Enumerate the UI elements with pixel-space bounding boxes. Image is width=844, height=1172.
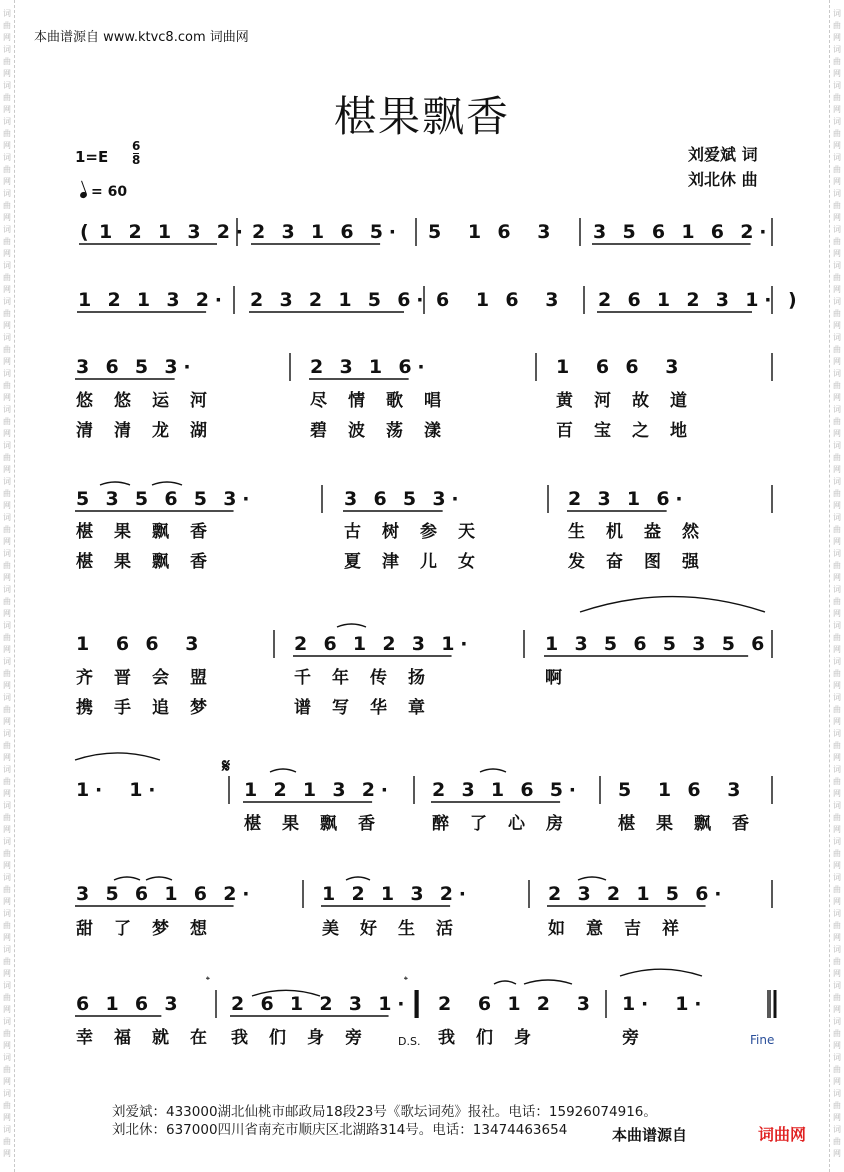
lyric-text: 发 奋 图 强 bbox=[568, 552, 699, 572]
watermark-glyph: 网 bbox=[833, 1149, 841, 1158]
watermark-glyph: 网 bbox=[833, 897, 841, 906]
lyric-text: 醉 了 心 房 bbox=[432, 814, 563, 834]
slur-arc bbox=[620, 969, 702, 976]
source-line: 本曲谱源自 www.ktvc8.com 词曲网 bbox=[34, 30, 249, 45]
watermark-glyph: 词 bbox=[3, 9, 11, 18]
watermark-glyph: 网 bbox=[3, 1041, 11, 1050]
watermark-glyph: 词 bbox=[3, 441, 11, 450]
watermark-glyph: 词 bbox=[833, 1053, 841, 1062]
note-group: 1 2 1 3 2 · bbox=[78, 289, 223, 311]
lyric-text: 椹 果 飘 香 bbox=[76, 522, 207, 542]
watermark-glyph: 曲 bbox=[833, 885, 841, 894]
slur-arc bbox=[580, 597, 765, 612]
watermark-glyph: 曲 bbox=[3, 993, 11, 1002]
watermark-glyph: 词 bbox=[3, 477, 11, 486]
watermark-glyph: 曲 bbox=[3, 525, 11, 534]
footer-logo: 词曲网 bbox=[758, 1125, 807, 1144]
watermark-glyph: 词 bbox=[3, 369, 11, 378]
lyric-text: 古 树 参 天 bbox=[344, 522, 475, 542]
watermark-glyph: 网 bbox=[3, 537, 11, 546]
slur-arc bbox=[152, 482, 182, 485]
time-signature-bottom: 8 bbox=[132, 153, 141, 167]
watermark-glyph: 词 bbox=[3, 873, 11, 882]
watermark-glyph: 词 bbox=[833, 81, 841, 90]
segno-icon: 𝄋 bbox=[222, 755, 231, 777]
watermark-glyph: 词 bbox=[833, 153, 841, 162]
watermark-glyph: 网 bbox=[3, 321, 11, 330]
watermark-glyph: 词 bbox=[3, 297, 11, 306]
lyric-text: 我 们 身 旁 bbox=[231, 1028, 362, 1048]
watermark-glyph: 曲 bbox=[833, 345, 841, 354]
watermark-glyph: 曲 bbox=[833, 165, 841, 174]
slur-arc bbox=[524, 980, 572, 984]
watermark-glyph: 词 bbox=[3, 333, 11, 342]
watermark-glyph: 曲 bbox=[3, 309, 11, 318]
watermark-glyph: 曲 bbox=[833, 525, 841, 534]
lyric-text: 清 清 龙 湖 bbox=[76, 421, 207, 441]
watermark-glyph: 网 bbox=[833, 141, 841, 150]
lyric-text: 如 意 吉 祥 bbox=[548, 919, 679, 939]
note-group: 1 6 6 3 bbox=[76, 633, 199, 655]
watermark-glyph: 网 bbox=[3, 933, 11, 942]
slur-arc bbox=[346, 877, 370, 880]
watermark-glyph: 网 bbox=[3, 1149, 11, 1158]
watermark-glyph: 词 bbox=[3, 981, 11, 990]
watermark-glyph: 曲 bbox=[833, 21, 841, 30]
note-group: 6 1 6 3 bbox=[76, 993, 178, 1015]
watermark-glyph: 曲 bbox=[3, 813, 11, 822]
watermark-glyph: 网 bbox=[833, 609, 841, 618]
watermark-glyph: 词 bbox=[3, 117, 11, 126]
watermark-glyph: 网 bbox=[833, 717, 841, 726]
watermark-glyph: 词 bbox=[3, 585, 11, 594]
watermark-glyph: 网 bbox=[833, 321, 841, 330]
watermark-glyph: 网 bbox=[3, 249, 11, 258]
watermark-glyph: 网 bbox=[3, 825, 11, 834]
watermark-glyph: 网 bbox=[833, 1041, 841, 1050]
watermark-glyph: 词 bbox=[3, 909, 11, 918]
watermark-glyph: 网 bbox=[833, 1077, 841, 1086]
watermark-glyph: 词 bbox=[833, 1125, 841, 1134]
footer-source: 本曲谱源自 bbox=[612, 1126, 688, 1144]
watermark-glyph: 曲 bbox=[833, 417, 841, 426]
watermark-glyph: 网 bbox=[833, 33, 841, 42]
watermark-glyph: 词 bbox=[3, 513, 11, 522]
watermark-glyph: 网 bbox=[833, 537, 841, 546]
watermark-glyph: 词 bbox=[833, 513, 841, 522]
note-group: 2 6 1 2 3 1 · ) bbox=[598, 289, 797, 311]
watermark-glyph: 词 bbox=[833, 765, 841, 774]
watermark-glyph: 曲 bbox=[833, 453, 841, 462]
slur-arc bbox=[270, 769, 296, 772]
lyric-text: 生 机 盎 然 bbox=[568, 522, 699, 542]
watermark-glyph: 曲 bbox=[833, 921, 841, 930]
watermark-glyph: 词 bbox=[3, 729, 11, 738]
note-group: 2 6 1 2 3 1 · bbox=[294, 633, 468, 655]
watermark-glyph: 词 bbox=[833, 837, 841, 846]
slur-arc bbox=[100, 482, 130, 485]
watermark-glyph: 网 bbox=[833, 465, 841, 474]
ds-mark: D.S. bbox=[398, 1035, 421, 1048]
watermark-glyph: 词 bbox=[833, 621, 841, 630]
lyric-text: 旁 bbox=[622, 1028, 639, 1048]
note-group: 5 1 6 3 bbox=[618, 779, 741, 801]
watermark-glyph: 网 bbox=[833, 1113, 841, 1122]
watermark-glyph: 曲 bbox=[833, 1137, 841, 1146]
song-title: 椹果飘香 bbox=[333, 92, 510, 141]
watermark-glyph: 曲 bbox=[3, 777, 11, 786]
watermark-glyph: 曲 bbox=[833, 1065, 841, 1074]
watermark-glyph: 曲 bbox=[3, 381, 11, 390]
watermark-glyph: 网 bbox=[3, 861, 11, 870]
watermark-glyph: 曲 bbox=[3, 633, 11, 642]
watermark-glyph: 词 bbox=[3, 801, 11, 810]
watermark-glyph: 曲 bbox=[3, 165, 11, 174]
watermark-glyph: 词 bbox=[833, 945, 841, 954]
note-group: 1 · 1 · bbox=[76, 779, 156, 801]
watermark-glyph: 网 bbox=[833, 213, 841, 222]
watermark-glyph: 网 bbox=[833, 861, 841, 870]
note-group: 6 1 6 3 bbox=[436, 289, 559, 311]
watermark-glyph: 词 bbox=[833, 333, 841, 342]
note-group: 3 5 6 1 6 2 · bbox=[76, 883, 250, 905]
watermark-glyph: 网 bbox=[3, 753, 11, 762]
watermark-glyph: 词 bbox=[833, 477, 841, 486]
watermark-glyph: 网 bbox=[833, 1005, 841, 1014]
watermark-glyph: 网 bbox=[833, 681, 841, 690]
watermark-glyph: 词 bbox=[3, 1017, 11, 1026]
watermark-glyph: 曲 bbox=[3, 957, 11, 966]
watermark-glyph: 曲 bbox=[3, 1137, 11, 1146]
watermark-glyph: 曲 bbox=[3, 417, 11, 426]
watermark-glyph: 曲 bbox=[3, 561, 11, 570]
note-group: 1 · 1 · bbox=[622, 993, 702, 1015]
watermark-glyph: 网 bbox=[833, 645, 841, 654]
slur-arc bbox=[337, 624, 366, 627]
watermark-glyph: 网 bbox=[3, 897, 11, 906]
watermark-glyph: 曲 bbox=[833, 705, 841, 714]
watermark-glyph: 网 bbox=[3, 717, 11, 726]
lyric-text: 幸 福 就 在 bbox=[76, 1028, 207, 1048]
watermark-glyph: 曲 bbox=[3, 705, 11, 714]
composer-credit: 刘北休 曲 bbox=[688, 170, 758, 189]
watermark-glyph: 网 bbox=[3, 33, 11, 42]
note-group: 1 2 1 3 2 · bbox=[244, 779, 389, 801]
note-group: 2 3 2 1 5 6 · bbox=[250, 289, 424, 311]
note-group: 3 6 5 3 · bbox=[344, 488, 459, 510]
watermark-glyph: 词 bbox=[833, 225, 841, 234]
note-group: 3 6 5 3 · bbox=[76, 356, 191, 378]
watermark-glyph: 曲 bbox=[833, 813, 841, 822]
watermark-glyph: 网 bbox=[3, 645, 11, 654]
watermark-glyph: 网 bbox=[3, 1077, 11, 1086]
lyric-text: 椹 果 飘 香 bbox=[244, 814, 375, 834]
watermark-glyph: 词 bbox=[3, 945, 11, 954]
watermark-glyph: 网 bbox=[3, 789, 11, 798]
note-group: 2 3 1 6 5 · bbox=[432, 779, 577, 801]
watermark-glyph: 网 bbox=[3, 609, 11, 618]
watermark-glyph: 网 bbox=[833, 177, 841, 186]
watermark-glyph: 词 bbox=[833, 981, 841, 990]
watermark-glyph: 词 bbox=[833, 693, 841, 702]
watermark-glyph: 网 bbox=[833, 69, 841, 78]
watermark-glyph: 网 bbox=[3, 681, 11, 690]
watermark-glyph: 曲 bbox=[3, 21, 11, 30]
watermark-glyph: 词 bbox=[833, 585, 841, 594]
lyric-text: 美 好 生 活 bbox=[322, 919, 453, 939]
slur-arc bbox=[146, 877, 172, 880]
watermark-glyph: 词 bbox=[833, 369, 841, 378]
watermark-glyph: 曲 bbox=[833, 741, 841, 750]
watermark-glyph: 曲 bbox=[3, 129, 11, 138]
watermark-glyph: 词 bbox=[3, 1089, 11, 1098]
note-group: ( 1 2 1 3 2 · bbox=[80, 221, 244, 243]
lyric-text: 尽 情 歌 唱 bbox=[310, 391, 441, 411]
watermark-glyph: 词 bbox=[833, 9, 841, 18]
watermark-glyph: 曲 bbox=[833, 273, 841, 282]
watermark-glyph: 曲 bbox=[833, 309, 841, 318]
watermark-glyph: 网 bbox=[833, 501, 841, 510]
note-group: 2 6 1 2 3 bbox=[438, 993, 590, 1015]
watermark-glyph: 曲 bbox=[833, 93, 841, 102]
watermark-glyph: 曲 bbox=[833, 993, 841, 1002]
watermark-glyph: 网 bbox=[833, 357, 841, 366]
watermark-glyph: 词 bbox=[3, 1053, 11, 1062]
note-group: 5 3 5 6 5 3 · bbox=[76, 488, 250, 510]
note-group: 1 3 5 6 5 3 5 6 bbox=[545, 633, 765, 655]
note-group: 1 6 6 3 bbox=[556, 356, 679, 378]
lyric-text: 椹 果 飘 香 bbox=[76, 552, 207, 572]
coda-icon: 𝄌 bbox=[404, 974, 408, 987]
watermark-glyph: 曲 bbox=[833, 57, 841, 66]
watermark-glyph: 网 bbox=[3, 357, 11, 366]
watermark-glyph: 词 bbox=[3, 45, 11, 54]
watermark-glyph: 词 bbox=[3, 621, 11, 630]
watermark-glyph: 网 bbox=[833, 825, 841, 834]
contact-composer: 刘北休：637000四川省南充市顺庆区北湖路314号。电话：13474463654 bbox=[112, 1122, 568, 1138]
watermark-glyph: 词 bbox=[833, 45, 841, 54]
watermark-glyph: 曲 bbox=[3, 489, 11, 498]
watermark-glyph: 网 bbox=[3, 1113, 11, 1122]
watermark-glyph: 曲 bbox=[3, 921, 11, 930]
watermark-glyph: 曲 bbox=[833, 1029, 841, 1038]
lyric-text: 携 手 追 梦 bbox=[76, 698, 207, 718]
note-group: 2 3 1 6 · bbox=[568, 488, 683, 510]
watermark-glyph: 曲 bbox=[3, 1101, 11, 1110]
lyric-text: 黄 河 故 道 bbox=[556, 391, 687, 411]
lyric-text: 谱 写 华 章 bbox=[294, 698, 425, 718]
note-group: 2 3 1 6 5 · bbox=[252, 221, 397, 243]
slur-arc bbox=[114, 877, 140, 880]
watermark-glyph: 词 bbox=[3, 765, 11, 774]
watermark-glyph: 词 bbox=[3, 549, 11, 558]
slur-arc bbox=[480, 769, 506, 772]
coda-icon: 𝄌 bbox=[206, 974, 210, 987]
watermark-glyph: 词 bbox=[833, 117, 841, 126]
note-group: 5 1 6 3 bbox=[428, 221, 551, 243]
watermark-glyph: 网 bbox=[833, 573, 841, 582]
watermark-glyph: 网 bbox=[3, 69, 11, 78]
lyric-text: 悠 悠 运 河 bbox=[76, 391, 207, 411]
watermark-glyph: 网 bbox=[3, 429, 11, 438]
lyric-text: 夏 津 儿 女 bbox=[344, 552, 475, 572]
watermark-glyph: 曲 bbox=[833, 201, 841, 210]
watermark-glyph: 网 bbox=[3, 177, 11, 186]
watermark-glyph: 词 bbox=[3, 693, 11, 702]
watermark-glyph: 词 bbox=[3, 405, 11, 414]
watermark-glyph: 曲 bbox=[3, 273, 11, 282]
lyric-text: 碧 波 荡 漾 bbox=[310, 421, 441, 441]
watermark-glyph: 网 bbox=[3, 105, 11, 114]
lyric-text: 甜 了 梦 想 bbox=[76, 919, 207, 939]
watermark-glyph: 曲 bbox=[833, 957, 841, 966]
watermark-glyph: 网 bbox=[833, 393, 841, 402]
note-group: 2 3 2 1 5 6 · bbox=[548, 883, 722, 905]
watermark-glyph: 网 bbox=[833, 285, 841, 294]
watermark-glyph: 词 bbox=[3, 225, 11, 234]
watermark-glyph: 曲 bbox=[833, 237, 841, 246]
note-group: 1 2 1 3 2 · bbox=[322, 883, 467, 905]
lyric-text: 百 宝 之 地 bbox=[556, 421, 687, 441]
key-signature: 1=E bbox=[75, 148, 109, 166]
watermark-glyph: 网 bbox=[833, 789, 841, 798]
watermark-glyph: 网 bbox=[833, 429, 841, 438]
watermark-glyph: 网 bbox=[3, 141, 11, 150]
watermark-glyph: 曲 bbox=[3, 345, 11, 354]
watermark-glyph: 曲 bbox=[833, 633, 841, 642]
fine-mark: Fine bbox=[750, 1033, 775, 1047]
watermark-glyph: 曲 bbox=[833, 777, 841, 786]
watermark-glyph: 曲 bbox=[833, 381, 841, 390]
lyric-text: 啊 bbox=[545, 668, 562, 688]
watermark-glyph: 曲 bbox=[3, 741, 11, 750]
watermark-glyph: 曲 bbox=[3, 669, 11, 678]
watermark-glyph: 网 bbox=[833, 933, 841, 942]
watermark-glyph: 曲 bbox=[3, 1065, 11, 1074]
watermark-glyph: 词 bbox=[833, 441, 841, 450]
watermark-glyph: 词 bbox=[833, 729, 841, 738]
watermark-glyph: 词 bbox=[3, 837, 11, 846]
watermark-glyph: 曲 bbox=[3, 57, 11, 66]
watermark-glyph: 网 bbox=[3, 1005, 11, 1014]
watermark-glyph: 词 bbox=[3, 657, 11, 666]
watermark-glyph: 词 bbox=[3, 81, 11, 90]
watermark-glyph: 词 bbox=[833, 801, 841, 810]
watermark-glyph: 曲 bbox=[3, 597, 11, 606]
watermark-glyph: 网 bbox=[833, 105, 841, 114]
watermark-glyph: 词 bbox=[3, 153, 11, 162]
watermark-glyph: 词 bbox=[3, 189, 11, 198]
note-group: 3 5 6 1 6 2 · bbox=[593, 221, 767, 243]
watermark-glyph: 网 bbox=[3, 285, 11, 294]
watermark-glyph: 词 bbox=[833, 297, 841, 306]
watermark-glyph: 曲 bbox=[833, 669, 841, 678]
watermark-glyph: 曲 bbox=[3, 237, 11, 246]
watermark-glyph: 曲 bbox=[3, 1029, 11, 1038]
watermark-glyph: 曲 bbox=[3, 849, 11, 858]
watermark-glyph: 曲 bbox=[833, 489, 841, 498]
slur-arc bbox=[494, 981, 516, 984]
watermark-glyph: 词 bbox=[833, 261, 841, 270]
slur-arc bbox=[578, 877, 606, 880]
note-group: 2 6 1 2 3 1 · bbox=[231, 993, 405, 1015]
watermark-glyph: 曲 bbox=[833, 129, 841, 138]
watermark-glyph: 网 bbox=[833, 249, 841, 258]
watermark-glyph: 曲 bbox=[3, 885, 11, 894]
watermark-glyph: 词 bbox=[833, 873, 841, 882]
watermark-glyph: 网 bbox=[833, 969, 841, 978]
watermark-glyph: 词 bbox=[833, 1017, 841, 1026]
watermark-glyph: 曲 bbox=[833, 1101, 841, 1110]
watermark-glyph: 曲 bbox=[833, 597, 841, 606]
lyric-text: 千 年 传 扬 bbox=[294, 668, 425, 688]
watermark-glyph: 词 bbox=[3, 1125, 11, 1134]
watermark-glyph: 网 bbox=[3, 393, 11, 402]
watermark-glyph: 网 bbox=[3, 213, 11, 222]
lyricist-credit: 刘爱斌 词 bbox=[688, 145, 758, 164]
watermark-glyph: 网 bbox=[3, 465, 11, 474]
tempo-value: = 60 bbox=[91, 184, 128, 200]
watermark-glyph: 曲 bbox=[3, 453, 11, 462]
watermark-glyph: 曲 bbox=[3, 201, 11, 210]
watermark-glyph: 曲 bbox=[3, 93, 11, 102]
watermark-glyph: 词 bbox=[833, 909, 841, 918]
watermark-glyph: 词 bbox=[3, 261, 11, 270]
watermark-glyph: 网 bbox=[833, 753, 841, 762]
watermark-glyph: 词 bbox=[833, 549, 841, 558]
watermark-glyph: 曲 bbox=[833, 561, 841, 570]
watermark-glyph: 网 bbox=[3, 969, 11, 978]
lyric-text: 我 们 身 bbox=[438, 1028, 531, 1048]
lyric-text: 椹 果 飘 香 bbox=[618, 814, 749, 834]
watermark-glyph: 词 bbox=[833, 657, 841, 666]
contact-lyricist: 刘爱斌：433000湖北仙桃市邮政局18段23号《歌坛词苑》报社。电话：15926074916。 bbox=[112, 1104, 657, 1120]
watermark-glyph: 词 bbox=[833, 189, 841, 198]
watermark-glyph: 曲 bbox=[833, 849, 841, 858]
note-group: 2 3 1 6 · bbox=[310, 356, 425, 378]
lyric-text: 齐 晋 会 盟 bbox=[76, 668, 207, 688]
watermark-glyph: 词 bbox=[833, 1089, 841, 1098]
watermark-glyph: 网 bbox=[3, 573, 11, 582]
watermark-glyph: 词 bbox=[833, 405, 841, 414]
slur-arc bbox=[75, 753, 160, 760]
time-signature-top: 6 bbox=[132, 139, 141, 153]
watermark-glyph: 网 bbox=[3, 501, 11, 510]
